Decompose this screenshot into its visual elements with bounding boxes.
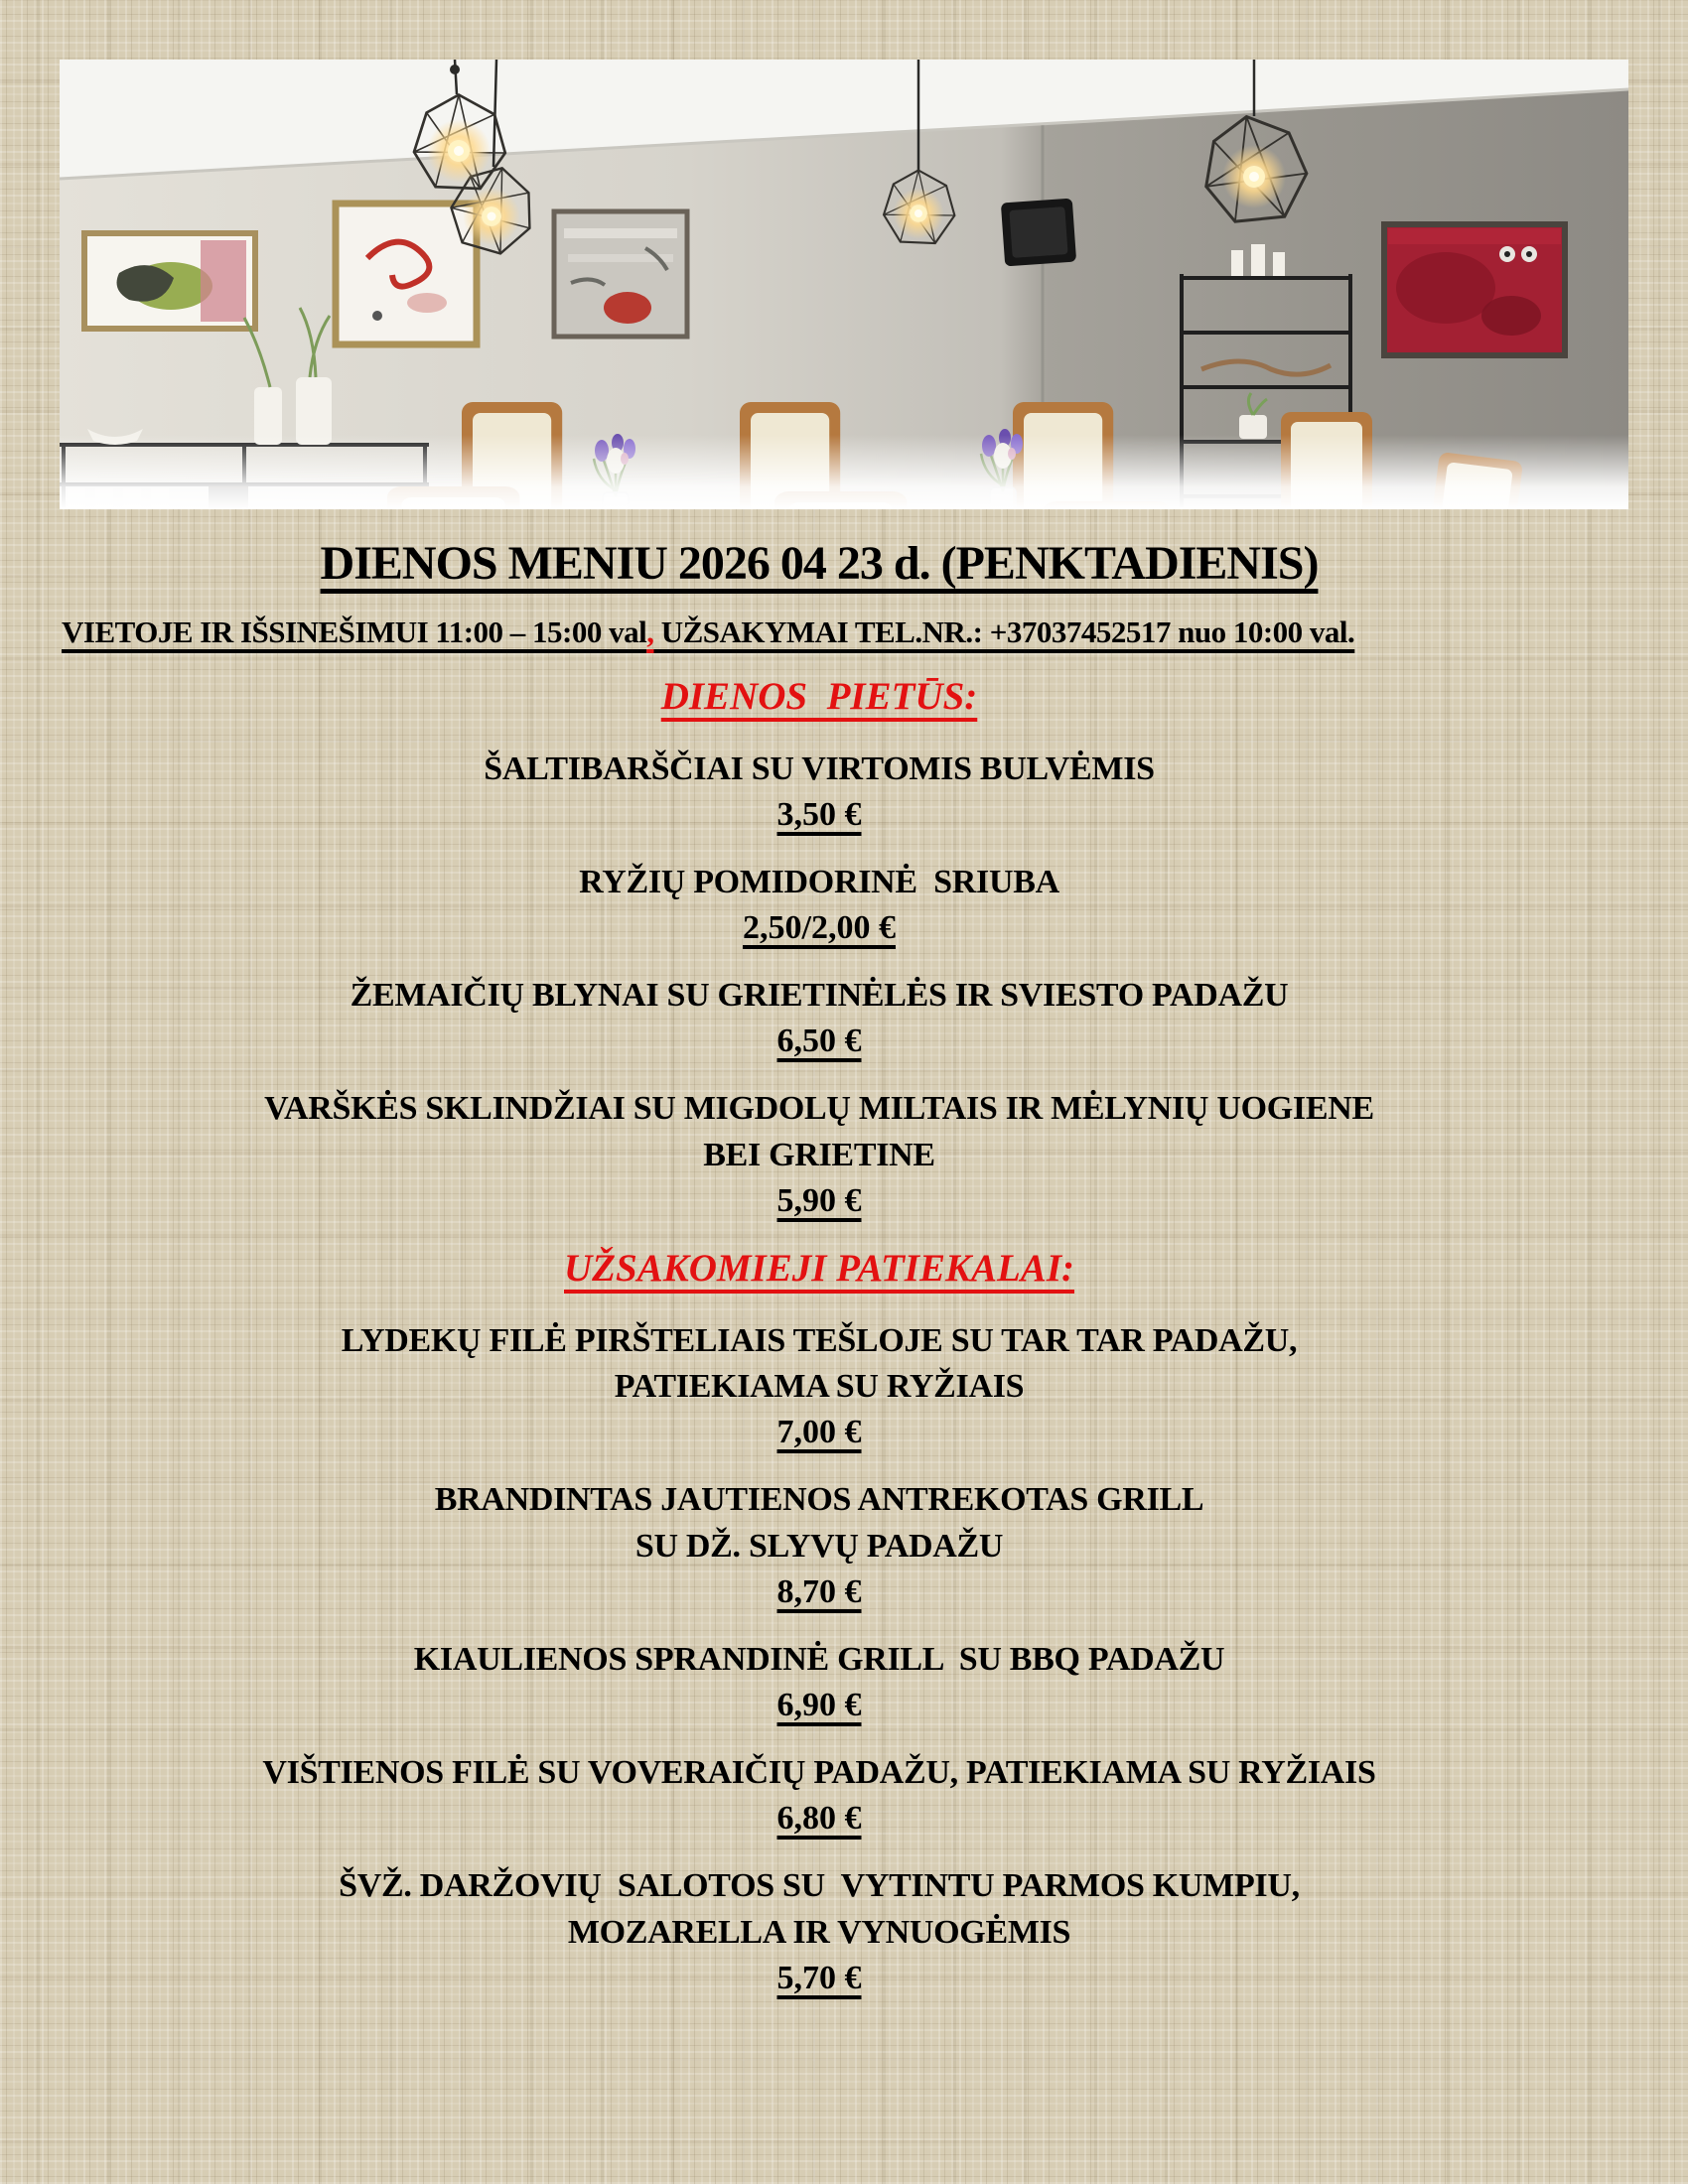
dish-name-line: RYŽIŲ POMIDORINĖ SRIUBA <box>579 863 1059 900</box>
menu-item <box>60 1318 1579 1452</box>
dish-price-text: 6,50 € <box>776 1022 862 1059</box>
dish-price-text: 6,90 € <box>776 1687 862 1724</box>
subtitle-text-before: VIETOJE IR IŠSINEŠIMUI 11:00 – 15:00 val <box>62 614 647 649</box>
wall-speaker <box>1001 199 1076 267</box>
dish-price-text: 2,50/2,00 € <box>743 908 896 946</box>
menu-item <box>60 1863 1579 1997</box>
dish-name <box>60 1750 1579 1797</box>
dish-name <box>60 1086 1579 1179</box>
dish-name <box>60 1637 1579 1684</box>
dish-name <box>60 1863 1579 1957</box>
dish-name-line: LYDEKŲ FILĖ PIRŠTELIAIS TEŠLOJE SU TAR TAR PADAŽU, <box>341 1321 1298 1359</box>
menu-item <box>60 1086 1579 1220</box>
dish-price-text: 3,50 € <box>776 795 862 833</box>
dish-name <box>60 973 1579 1020</box>
menu-item <box>60 973 1579 1060</box>
menu-title: DIENOS MENIU 2026 04 23 d. (PENKTADIENIS) <box>320 537 1319 590</box>
section-heading: DIENOS PIETŪS: <box>660 675 978 718</box>
dish-price-text: 7,00 € <box>776 1414 862 1451</box>
dish-price <box>60 909 1579 947</box>
dish-price-text: 5,90 € <box>776 1181 862 1219</box>
menu-section <box>60 1246 1579 1997</box>
dish-name-line: MOZARELLA IR VYNUOGĖMIS <box>567 1913 1071 1951</box>
dish-name-line: VARŠKĖS SKLINDŽIAI SU MIGDOLŲ MILTAIS IR MĖLYNIŲ UOGIENE <box>264 1089 1374 1127</box>
restaurant-interior-photo <box>60 60 1628 509</box>
menu-item <box>60 860 1579 947</box>
section-items <box>60 747 1579 1220</box>
dish-name <box>60 747 1579 793</box>
section-items <box>60 1318 1579 1997</box>
dish-price <box>60 1687 1579 1724</box>
dish-price-text: 5,70 € <box>776 1959 862 1996</box>
dish-price <box>60 1960 1579 1997</box>
dish-price <box>60 1182 1579 1220</box>
dish-price-text: 8,70 € <box>776 1573 862 1611</box>
dish-name-line: PATIEKIAMA SU RYŽIAIS <box>614 1368 1025 1406</box>
dish-name-line: KIAULIENOS SPRANDINĖ GRILL SU BBQ PADAŽU <box>413 1641 1225 1679</box>
dish-price-text: 6,80 € <box>776 1799 862 1837</box>
dish-name-line: BRANDINTAS JAUTIENOS ANTREKOTAS GRILL <box>434 1481 1204 1519</box>
dish-name-line: ŠVŽ. DARŽOVIŲ SALOTOS SU VYTINTU PARMOS KUMPIU, <box>339 1866 1300 1904</box>
menu-item <box>60 747 1579 834</box>
section-heading: UŽSAKOMIEJI PATIEKALAI: <box>564 1246 1074 1290</box>
interior-photo-graphic <box>60 60 1628 509</box>
menu-content <box>60 522 1579 2023</box>
menu-section <box>60 674 1579 1220</box>
dish-name-line: ŠALTIBARŠČIAI SU VIRTOMIS BULVĖMIS <box>484 751 1155 787</box>
menu-item <box>60 1750 1579 1838</box>
menu-subtitle <box>60 614 1579 650</box>
dish-name-line: SU DŽ. SLYVŲ PADAŽU <box>634 1528 1004 1566</box>
dish-name <box>60 860 1579 906</box>
dish-price <box>60 1414 1579 1451</box>
dish-name <box>60 1318 1579 1412</box>
dish-price <box>60 1800 1579 1838</box>
dish-price <box>60 1573 1579 1611</box>
dish-price <box>60 796 1579 834</box>
menu-item <box>60 1637 1579 1724</box>
dish-price <box>60 1023 1579 1060</box>
dish-name-line: VIŠTIENOS FILĖ SU VOVERAIČIŲ PADAŽU, PATIEKIAMA SU RYŽIAIS <box>262 1754 1376 1792</box>
subtitle-text-after: UŽSAKYMAI TEL.NR.: +37037452517 nuo 10:00 val. <box>653 614 1355 649</box>
dish-name-line: BEI GRIETINE <box>703 1136 935 1173</box>
menu-sections <box>60 674 1579 1997</box>
subtitle-red-comma: , <box>646 614 654 649</box>
dish-name <box>60 1477 1579 1570</box>
menu-item <box>60 1477 1579 1611</box>
dish-name-line: ŽEMAIČIŲ BLYNAI SU GRIETINĖLĖS IR SVIESTO PADAŽU <box>350 976 1289 1014</box>
